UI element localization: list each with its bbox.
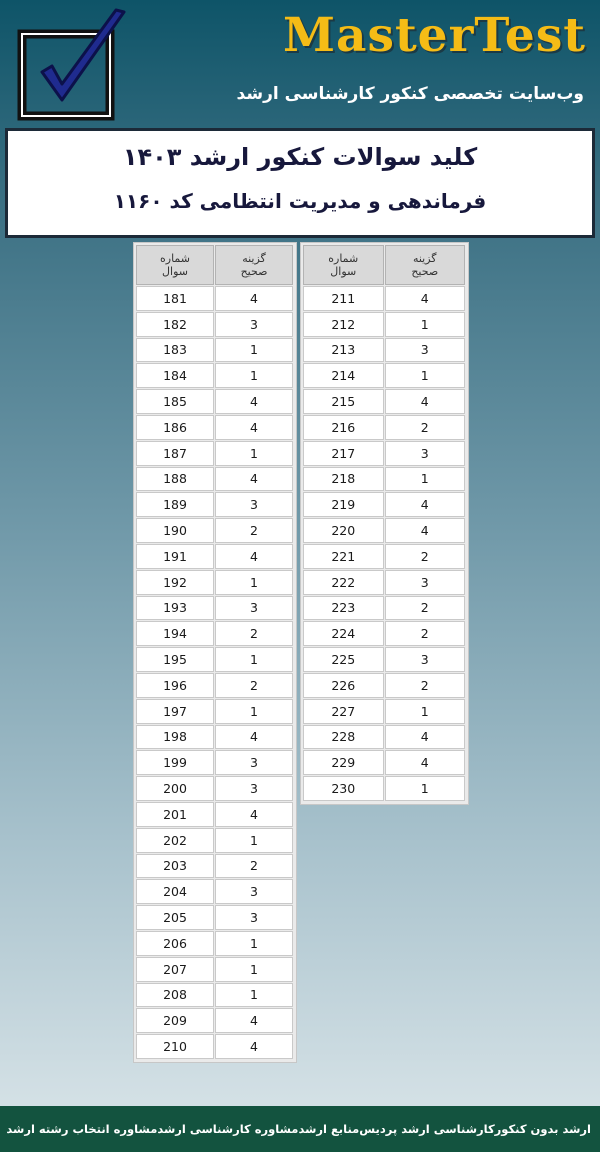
question-number-cell: 214 — [303, 363, 384, 388]
correct-answer-cell: 4 — [385, 518, 466, 543]
correct-answer-cell: 3 — [215, 750, 293, 775]
question-number-cell: 216 — [303, 415, 384, 440]
table-row — [136, 802, 294, 828]
correct-answer-cell: 3 — [215, 776, 293, 801]
question-number-cell: 209 — [136, 1008, 214, 1033]
table-row — [136, 467, 294, 493]
question-number-cell: 212 — [303, 312, 384, 337]
correct-answer-cell: 4 — [385, 750, 466, 775]
question-number-cell: 221 — [303, 544, 384, 569]
question-number-cell: 227 — [303, 699, 384, 724]
table-row — [136, 286, 294, 312]
table-row — [136, 879, 294, 905]
table-row — [136, 415, 294, 441]
question-number-cell: 201 — [136, 802, 214, 827]
table-row — [303, 647, 466, 673]
question-number-cell: 205 — [136, 905, 214, 930]
correct-answer-cell: 3 — [385, 441, 466, 466]
table-row — [303, 467, 466, 493]
correct-answer-cell: 1 — [215, 957, 293, 982]
correct-answer-cell: 2 — [215, 854, 293, 879]
correct-answer-cell: 4 — [385, 725, 466, 750]
table-header — [303, 245, 466, 286]
correct-answer-cell: 4 — [215, 544, 293, 569]
question-number-cell: 192 — [136, 570, 214, 595]
correct-answer-cell: 4 — [215, 415, 293, 440]
question-number-cell: 213 — [303, 338, 384, 363]
question-number-cell: 229 — [303, 750, 384, 775]
correct-answer-cell: 2 — [215, 621, 293, 646]
correct-answer-cell: 4 — [385, 492, 466, 517]
correct-answer-cell: 2 — [215, 673, 293, 698]
header-question-number — [303, 245, 384, 285]
table-row — [136, 570, 294, 596]
table-row — [136, 338, 294, 364]
table-row — [136, 957, 294, 983]
table-row — [303, 518, 466, 544]
table-body — [136, 286, 294, 1060]
question-number-cell: 228 — [303, 725, 384, 750]
correct-answer-cell: 1 — [385, 699, 466, 724]
question-number-cell: 207 — [136, 957, 214, 982]
header-answer-label: گزینه صحیح — [240, 252, 268, 278]
answer-table-left — [133, 242, 297, 1063]
question-number-cell: 195 — [136, 647, 214, 672]
table-row — [136, 983, 294, 1009]
correct-answer-cell: 3 — [215, 905, 293, 930]
table-row — [303, 725, 466, 751]
correct-answer-cell: 4 — [215, 389, 293, 414]
correct-answer-cell: 2 — [385, 596, 466, 621]
table-row — [303, 596, 466, 622]
question-number-cell: 218 — [303, 467, 384, 492]
question-number-cell: 184 — [136, 363, 214, 388]
question-number-cell: 208 — [136, 983, 214, 1008]
correct-answer-cell: 2 — [385, 621, 466, 646]
table-row — [136, 621, 294, 647]
question-number-cell: 226 — [303, 673, 384, 698]
correct-answer-cell: 3 — [385, 647, 466, 672]
question-number-cell: 220 — [303, 518, 384, 543]
question-number-cell: 206 — [136, 931, 214, 956]
correct-answer-cell: 2 — [385, 415, 466, 440]
title-box — [5, 128, 595, 238]
question-number-cell: 181 — [136, 286, 214, 311]
table-row — [136, 905, 294, 931]
footer-link-resources[interactable]: منابع ارشد — [298, 1122, 360, 1136]
answer-table-right — [300, 242, 469, 805]
table-header — [136, 245, 294, 286]
table-row — [136, 441, 294, 467]
question-number-cell: 189 — [136, 492, 214, 517]
table-row — [136, 647, 294, 673]
table-row — [303, 673, 466, 699]
table-row — [303, 776, 466, 802]
correct-answer-cell: 3 — [215, 492, 293, 517]
table-row — [136, 673, 294, 699]
question-number-cell: 187 — [136, 441, 214, 466]
correct-answer-cell: 3 — [215, 879, 293, 904]
footer-link-consulting[interactable]: مشاوره کارشناسی ارشد — [157, 1122, 299, 1136]
question-number-cell: 188 — [136, 467, 214, 492]
question-number-cell: 200 — [136, 776, 214, 801]
table-row — [303, 286, 466, 312]
table-body — [303, 286, 466, 802]
footer-link-major-selection[interactable]: مشاوره انتخاب رشته ارشد — [6, 1122, 158, 1136]
question-number-cell: 230 — [303, 776, 384, 801]
header-question-label: شماره سوال — [328, 252, 359, 278]
correct-answer-cell: 1 — [215, 570, 293, 595]
table-row — [136, 363, 294, 389]
question-number-cell: 223 — [303, 596, 384, 621]
question-number-cell: 224 — [303, 621, 384, 646]
table-row — [136, 854, 294, 880]
correct-answer-cell: 4 — [215, 286, 293, 311]
brand-name[interactable]: MasterTest — [283, 8, 586, 63]
correct-answer-cell: 2 — [215, 518, 293, 543]
correct-answer-cell: 4 — [215, 802, 293, 827]
header-correct-answer — [215, 245, 293, 285]
table-row — [303, 699, 466, 725]
table-row — [136, 725, 294, 751]
question-number-cell: 190 — [136, 518, 214, 543]
table-row — [303, 570, 466, 596]
table-row — [136, 1034, 294, 1060]
correct-answer-cell: 3 — [215, 312, 293, 337]
table-row — [136, 596, 294, 622]
question-number-cell: 194 — [136, 621, 214, 646]
question-number-cell: 217 — [303, 441, 384, 466]
correct-answer-cell: 1 — [215, 363, 293, 388]
header-question-label: شماره سوال — [160, 252, 191, 278]
question-number-cell: 210 — [136, 1034, 214, 1059]
page-title: کلید سوالات کنکور ارشد ۱۴۰۳ — [122, 143, 478, 171]
table-row — [303, 621, 466, 647]
correct-answer-cell: 4 — [215, 1008, 293, 1033]
table-row — [136, 312, 294, 338]
footer-link-pardis[interactable]: کارشناسی ارشد پردیس — [359, 1122, 495, 1136]
table-row — [136, 931, 294, 957]
page-subtitle: فرماندهی و مدیریت انتظامی کد ۱۱۶۰ — [113, 189, 487, 213]
question-number-cell: 183 — [136, 338, 214, 363]
table-row — [303, 441, 466, 467]
table-row — [136, 828, 294, 854]
question-number-cell: 191 — [136, 544, 214, 569]
question-number-cell: 196 — [136, 673, 214, 698]
table-row — [136, 389, 294, 415]
question-number-cell: 197 — [136, 699, 214, 724]
correct-answer-cell: 1 — [385, 467, 466, 492]
table-row — [303, 363, 466, 389]
footer-link-no-exam[interactable]: ارشد بدون کنکور — [494, 1122, 591, 1136]
question-number-cell: 211 — [303, 286, 384, 311]
correct-answer-cell: 4 — [215, 725, 293, 750]
header-question-number — [136, 245, 214, 285]
question-number-cell: 219 — [303, 492, 384, 517]
table-row — [303, 312, 466, 338]
header-correct-answer — [385, 245, 466, 285]
correct-answer-cell: 1 — [385, 312, 466, 337]
correct-answer-cell: 4 — [385, 286, 466, 311]
question-number-cell: 193 — [136, 596, 214, 621]
table-row — [303, 389, 466, 415]
question-number-cell: 215 — [303, 389, 384, 414]
table-row — [136, 544, 294, 570]
question-number-cell: 222 — [303, 570, 384, 595]
table-row — [303, 544, 466, 570]
checkbox-logo-icon[interactable] — [12, 4, 132, 122]
correct-answer-cell: 1 — [215, 931, 293, 956]
correct-answer-cell: 3 — [385, 570, 466, 595]
table-row — [303, 492, 466, 518]
table-row — [303, 750, 466, 776]
question-number-cell: 225 — [303, 647, 384, 672]
correct-answer-cell: 4 — [215, 1034, 293, 1059]
table-row — [136, 699, 294, 725]
table-row — [136, 492, 294, 518]
question-number-cell: 198 — [136, 725, 214, 750]
correct-answer-cell: 4 — [385, 389, 466, 414]
correct-answer-cell: 3 — [215, 596, 293, 621]
correct-answer-cell: 1 — [215, 441, 293, 466]
question-number-cell: 199 — [136, 750, 214, 775]
question-number-cell: 202 — [136, 828, 214, 853]
question-number-cell: 185 — [136, 389, 214, 414]
correct-answer-cell: 1 — [215, 647, 293, 672]
correct-answer-cell: 1 — [215, 983, 293, 1008]
correct-answer-cell: 1 — [215, 828, 293, 853]
question-number-cell: 203 — [136, 854, 214, 879]
correct-answer-cell: 1 — [215, 338, 293, 363]
question-number-cell: 204 — [136, 879, 214, 904]
table-row — [136, 750, 294, 776]
footer-nav — [0, 1106, 600, 1152]
header-answer-label: گزینه صحیح — [411, 252, 439, 278]
question-number-cell: 186 — [136, 415, 214, 440]
table-row — [303, 338, 466, 364]
correct-answer-cell: 2 — [385, 673, 466, 698]
site-header — [0, 0, 600, 126]
table-row — [136, 518, 294, 544]
question-number-cell: 182 — [136, 312, 214, 337]
table-row — [136, 776, 294, 802]
table-row — [303, 415, 466, 441]
table-row — [136, 1008, 294, 1034]
tagline: وب‌سایت تخصصی کنکور کارشناسی ارشد — [236, 84, 584, 104]
correct-answer-cell: 3 — [385, 338, 466, 363]
correct-answer-cell: 2 — [385, 544, 466, 569]
correct-answer-cell: 1 — [385, 776, 466, 801]
correct-answer-cell: 4 — [215, 467, 293, 492]
correct-answer-cell: 1 — [215, 699, 293, 724]
correct-answer-cell: 1 — [385, 363, 466, 388]
